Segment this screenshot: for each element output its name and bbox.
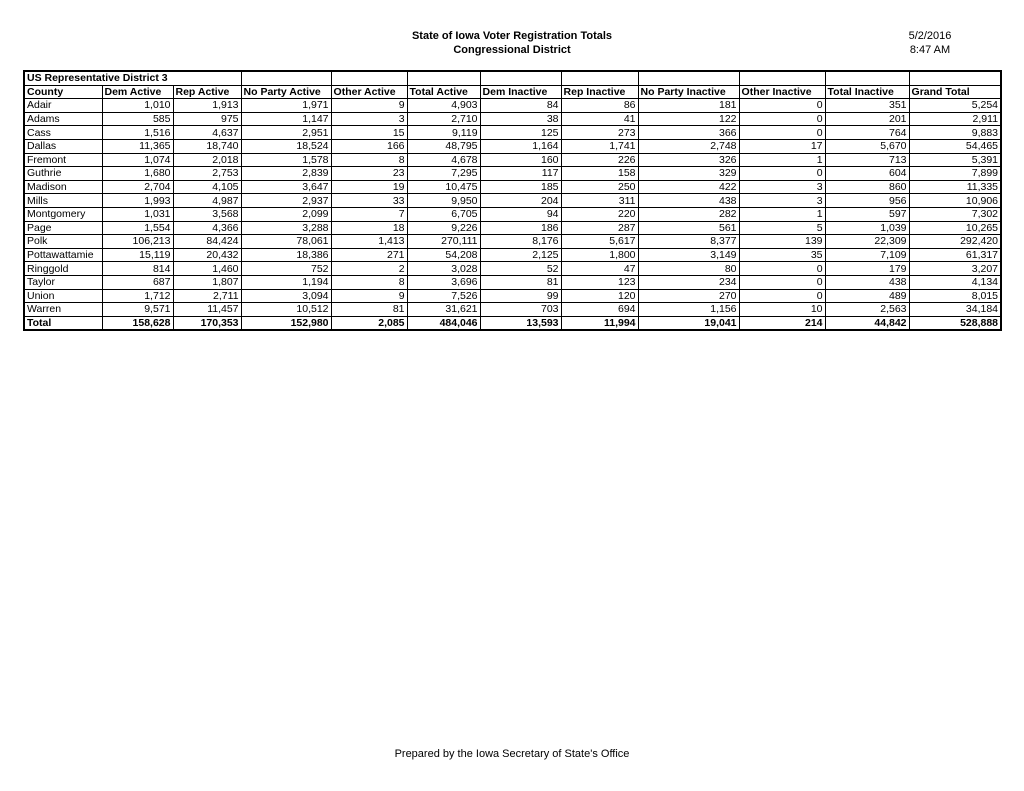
- value-cell: 326: [638, 153, 739, 167]
- value-cell: 9,950: [407, 194, 480, 208]
- total-cell: 158,628: [102, 316, 173, 330]
- value-cell: 7,526: [407, 289, 480, 303]
- table-row: [24, 289, 1001, 303]
- value-cell: 78,061: [241, 235, 331, 249]
- value-cell: 1: [739, 153, 825, 167]
- value-cell: 329: [638, 167, 739, 181]
- value-cell: 10,265: [909, 221, 1001, 235]
- column-header: Other Active: [331, 85, 407, 99]
- total-row: [24, 316, 1001, 330]
- county-cell: Cass: [24, 126, 102, 140]
- value-cell: 2,753: [173, 167, 241, 181]
- column-header: Total Active: [407, 85, 480, 99]
- value-cell: 7,109: [825, 248, 909, 262]
- county-cell: Adams: [24, 112, 102, 126]
- value-cell: 4,903: [407, 99, 480, 113]
- value-cell: 106,213: [102, 235, 173, 249]
- value-cell: 2,711: [173, 289, 241, 303]
- value-cell: 179: [825, 262, 909, 276]
- table-row: [24, 248, 1001, 262]
- county-cell: Montgomery: [24, 207, 102, 221]
- value-cell: 54,208: [407, 248, 480, 262]
- value-cell: 4,987: [173, 194, 241, 208]
- value-cell: 1,164: [480, 139, 561, 153]
- value-cell: 956: [825, 194, 909, 208]
- column-header: No Party Active: [241, 85, 331, 99]
- county-cell: Dallas: [24, 139, 102, 153]
- value-cell: 287: [561, 221, 638, 235]
- value-cell: 41: [561, 112, 638, 126]
- value-cell: 35: [739, 248, 825, 262]
- table-body: [24, 99, 1001, 331]
- value-cell: 366: [638, 126, 739, 140]
- value-cell: 0: [739, 126, 825, 140]
- value-cell: 54,465: [909, 139, 1001, 153]
- value-cell: 18,386: [241, 248, 331, 262]
- value-cell: 99: [480, 289, 561, 303]
- value-cell: 31,621: [407, 303, 480, 317]
- title-line-2: Congressional District: [453, 44, 571, 56]
- value-cell: 2,125: [480, 248, 561, 262]
- value-cell: 17: [739, 139, 825, 153]
- table-row: [24, 167, 1001, 181]
- table-row: [24, 262, 1001, 276]
- column-header: Total Inactive: [825, 85, 909, 99]
- table-row: [24, 235, 1001, 249]
- county-cell: Polk: [24, 235, 102, 249]
- county-cell: Pottawattamie: [24, 248, 102, 262]
- total-cell: 19,041: [638, 316, 739, 330]
- table-row: [24, 207, 1001, 221]
- value-cell: 422: [638, 180, 739, 194]
- value-cell: 4,637: [173, 126, 241, 140]
- value-cell: 2,839: [241, 167, 331, 181]
- value-cell: 81: [480, 275, 561, 289]
- value-cell: 860: [825, 180, 909, 194]
- value-cell: 3,288: [241, 221, 331, 235]
- value-cell: 1,147: [241, 112, 331, 126]
- value-cell: 8: [331, 275, 407, 289]
- column-header: Dem Active: [102, 85, 173, 99]
- value-cell: 3,696: [407, 275, 480, 289]
- value-cell: 752: [241, 262, 331, 276]
- value-cell: 2,911: [909, 112, 1001, 126]
- value-cell: 1,194: [241, 275, 331, 289]
- value-cell: 120: [561, 289, 638, 303]
- county-cell: Page: [24, 221, 102, 235]
- value-cell: 7,302: [909, 207, 1001, 221]
- value-cell: 6,705: [407, 207, 480, 221]
- total-cell: 11,994: [561, 316, 638, 330]
- county-cell: Union: [24, 289, 102, 303]
- value-cell: 0: [739, 275, 825, 289]
- table-row: [24, 153, 1001, 167]
- county-cell: Ringgold: [24, 262, 102, 276]
- value-cell: 1,712: [102, 289, 173, 303]
- value-cell: 19: [331, 180, 407, 194]
- value-cell: 597: [825, 207, 909, 221]
- value-cell: 4,366: [173, 221, 241, 235]
- value-cell: 282: [638, 207, 739, 221]
- table-row: [24, 139, 1001, 153]
- value-cell: 47: [561, 262, 638, 276]
- value-cell: 7,295: [407, 167, 480, 181]
- column-header: Rep Inactive: [561, 85, 638, 99]
- value-cell: 2,710: [407, 112, 480, 126]
- county-cell: Madison: [24, 180, 102, 194]
- value-cell: 3,568: [173, 207, 241, 221]
- value-cell: 122: [638, 112, 739, 126]
- table-row: [24, 275, 1001, 289]
- value-cell: 250: [561, 180, 638, 194]
- value-cell: 270: [638, 289, 739, 303]
- value-cell: 9: [331, 99, 407, 113]
- value-cell: 33: [331, 194, 407, 208]
- value-cell: 0: [739, 167, 825, 181]
- report-title: [0, 29, 1024, 57]
- value-cell: 9,119: [407, 126, 480, 140]
- value-cell: 15: [331, 126, 407, 140]
- value-cell: 10: [739, 303, 825, 317]
- value-cell: 270,111: [407, 235, 480, 249]
- value-cell: 204: [480, 194, 561, 208]
- report-date: 5/2/2016: [908, 30, 952, 42]
- value-cell: 48,795: [407, 139, 480, 153]
- county-cell: Taylor: [24, 275, 102, 289]
- column-header: Dem Inactive: [480, 85, 561, 99]
- value-cell: 3: [331, 112, 407, 126]
- report-timestamp: [880, 29, 980, 57]
- value-cell: 0: [739, 262, 825, 276]
- value-cell: 713: [825, 153, 909, 167]
- value-cell: 3,094: [241, 289, 331, 303]
- value-cell: 1: [739, 207, 825, 221]
- value-cell: 1,680: [102, 167, 173, 181]
- value-cell: 489: [825, 289, 909, 303]
- value-cell: 7,899: [909, 167, 1001, 181]
- total-cell: 484,046: [407, 316, 480, 330]
- value-cell: 86: [561, 99, 638, 113]
- value-cell: 1,913: [173, 99, 241, 113]
- value-cell: 8,015: [909, 289, 1001, 303]
- total-cell: 170,353: [173, 316, 241, 330]
- value-cell: 186: [480, 221, 561, 235]
- value-cell: 4,105: [173, 180, 241, 194]
- total-cell: 44,842: [825, 316, 909, 330]
- value-cell: 2,563: [825, 303, 909, 317]
- value-cell: 1,460: [173, 262, 241, 276]
- value-cell: 11,365: [102, 139, 173, 153]
- value-cell: 1,156: [638, 303, 739, 317]
- value-cell: 9: [331, 289, 407, 303]
- value-cell: 1,807: [173, 275, 241, 289]
- value-cell: 15,119: [102, 248, 173, 262]
- value-cell: 438: [825, 275, 909, 289]
- value-cell: 11,457: [173, 303, 241, 317]
- value-cell: 3,647: [241, 180, 331, 194]
- value-cell: 1,031: [102, 207, 173, 221]
- value-cell: 139: [739, 235, 825, 249]
- value-cell: 0: [739, 99, 825, 113]
- total-cell: 152,980: [241, 316, 331, 330]
- table-row: [24, 180, 1001, 194]
- value-cell: 94: [480, 207, 561, 221]
- value-cell: 1,413: [331, 235, 407, 249]
- value-cell: 351: [825, 99, 909, 113]
- value-cell: 4,134: [909, 275, 1001, 289]
- total-cell: 214: [739, 316, 825, 330]
- value-cell: 158: [561, 167, 638, 181]
- county-cell: Adair: [24, 99, 102, 113]
- value-cell: 5,670: [825, 139, 909, 153]
- value-cell: 8,176: [480, 235, 561, 249]
- value-cell: 1,971: [241, 99, 331, 113]
- value-cell: 22,309: [825, 235, 909, 249]
- value-cell: 2,099: [241, 207, 331, 221]
- column-header: Grand Total: [909, 85, 1001, 99]
- value-cell: 2,018: [173, 153, 241, 167]
- column-header: Rep Active: [173, 85, 241, 99]
- value-cell: 604: [825, 167, 909, 181]
- table-row: [24, 112, 1001, 126]
- value-cell: 9,226: [407, 221, 480, 235]
- value-cell: 5,391: [909, 153, 1001, 167]
- value-cell: 1,554: [102, 221, 173, 235]
- value-cell: 2: [331, 262, 407, 276]
- value-cell: 1,993: [102, 194, 173, 208]
- value-cell: 84,424: [173, 235, 241, 249]
- table-row: [24, 303, 1001, 317]
- value-cell: 0: [739, 112, 825, 126]
- value-cell: 1,074: [102, 153, 173, 167]
- value-cell: 10,906: [909, 194, 1001, 208]
- total-label: Total: [24, 316, 102, 330]
- value-cell: 234: [638, 275, 739, 289]
- value-cell: 975: [173, 112, 241, 126]
- county-cell: Warren: [24, 303, 102, 317]
- value-cell: 5,254: [909, 99, 1001, 113]
- value-cell: 271: [331, 248, 407, 262]
- value-cell: 201: [825, 112, 909, 126]
- total-cell: 13,593: [480, 316, 561, 330]
- value-cell: 3,207: [909, 262, 1001, 276]
- column-header-row: [24, 85, 1001, 99]
- value-cell: 3: [739, 180, 825, 194]
- value-cell: 117: [480, 167, 561, 181]
- footer-note: Prepared by the Iowa Secretary of State's Office: [394, 748, 630, 760]
- report-time: 8:47 AM: [909, 44, 951, 56]
- value-cell: 23: [331, 167, 407, 181]
- value-cell: 3,149: [638, 248, 739, 262]
- value-cell: 1,800: [561, 248, 638, 262]
- value-cell: 18,740: [173, 139, 241, 153]
- value-cell: 52: [480, 262, 561, 276]
- district-row: [24, 71, 1001, 85]
- value-cell: 273: [561, 126, 638, 140]
- value-cell: 81: [331, 303, 407, 317]
- value-cell: 2,704: [102, 180, 173, 194]
- value-cell: 9,883: [909, 126, 1001, 140]
- table-row: [24, 99, 1001, 113]
- value-cell: 3: [739, 194, 825, 208]
- value-cell: 1,516: [102, 126, 173, 140]
- value-cell: 0: [739, 289, 825, 303]
- table-row: [24, 126, 1001, 140]
- value-cell: 1,039: [825, 221, 909, 235]
- value-cell: 181: [638, 99, 739, 113]
- table-row: [24, 221, 1001, 235]
- value-cell: 10,512: [241, 303, 331, 317]
- value-cell: 814: [102, 262, 173, 276]
- value-cell: 18: [331, 221, 407, 235]
- value-cell: 764: [825, 126, 909, 140]
- table-row: [24, 194, 1001, 208]
- value-cell: 2,937: [241, 194, 331, 208]
- county-cell: Fremont: [24, 153, 102, 167]
- value-cell: 11,335: [909, 180, 1001, 194]
- value-cell: 438: [638, 194, 739, 208]
- value-cell: 20,432: [173, 248, 241, 262]
- county-cell: Mills: [24, 194, 102, 208]
- value-cell: 123: [561, 275, 638, 289]
- value-cell: 125: [480, 126, 561, 140]
- value-cell: 185: [480, 180, 561, 194]
- total-cell: 528,888: [909, 316, 1001, 330]
- value-cell: 1,010: [102, 99, 173, 113]
- column-header: No Party Inactive: [638, 85, 739, 99]
- value-cell: 561: [638, 221, 739, 235]
- value-cell: 84: [480, 99, 561, 113]
- value-cell: 9,571: [102, 303, 173, 317]
- total-cell: 2,085: [331, 316, 407, 330]
- value-cell: 8,377: [638, 235, 739, 249]
- value-cell: 1,578: [241, 153, 331, 167]
- value-cell: 4,678: [407, 153, 480, 167]
- value-cell: 61,317: [909, 248, 1001, 262]
- county-cell: Guthrie: [24, 167, 102, 181]
- value-cell: 226: [561, 153, 638, 167]
- value-cell: 585: [102, 112, 173, 126]
- value-cell: 8: [331, 153, 407, 167]
- value-cell: 80: [638, 262, 739, 276]
- title-line-1: State of Iowa Voter Registration Totals: [411, 30, 613, 42]
- value-cell: 38: [480, 112, 561, 126]
- column-header: Other Inactive: [739, 85, 825, 99]
- value-cell: 160: [480, 153, 561, 167]
- column-header: County: [24, 85, 102, 99]
- value-cell: 18,524: [241, 139, 331, 153]
- value-cell: 2,951: [241, 126, 331, 140]
- value-cell: 1,741: [561, 139, 638, 153]
- value-cell: 5: [739, 221, 825, 235]
- value-cell: 166: [331, 139, 407, 153]
- value-cell: 703: [480, 303, 561, 317]
- value-cell: 7: [331, 207, 407, 221]
- registration-table: [23, 70, 1002, 331]
- value-cell: 5,617: [561, 235, 638, 249]
- value-cell: 3,028: [407, 262, 480, 276]
- value-cell: 694: [561, 303, 638, 317]
- value-cell: 220: [561, 207, 638, 221]
- district-label: US Representative District 3: [24, 71, 241, 85]
- value-cell: 2,748: [638, 139, 739, 153]
- value-cell: 292,420: [909, 235, 1001, 249]
- value-cell: 10,475: [407, 180, 480, 194]
- value-cell: 311: [561, 194, 638, 208]
- value-cell: 34,184: [909, 303, 1001, 317]
- value-cell: 687: [102, 275, 173, 289]
